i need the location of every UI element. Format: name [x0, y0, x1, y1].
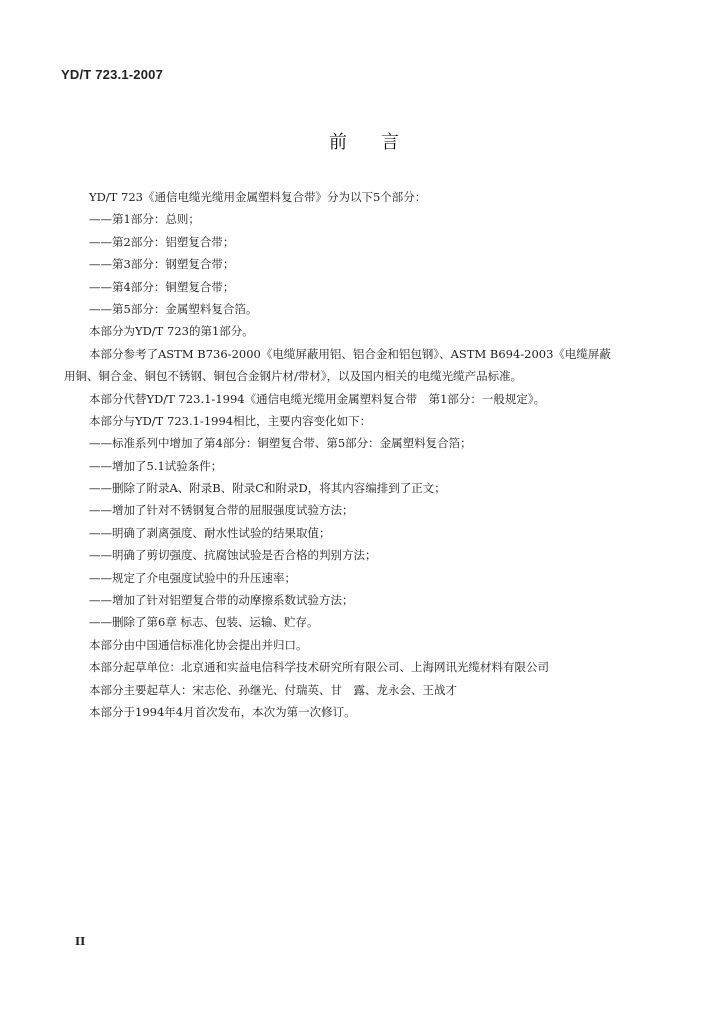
- paragraph-part-statement: 本部分为YD/T 723的第1部分。: [89, 324, 254, 339]
- paragraph-references: 本部分参考了ASTM B736-2000《电缆屏蔽用铝、铝合金和铝包钢》、ASTM B694-2003《电缆屏蔽: [89, 346, 611, 361]
- list-item-change3: ——删除了附录A、附录B、附录C和附录D，将其内容编排到了正文；: [89, 481, 446, 496]
- paragraph-drafters: 本部分主要起草人：宋志伦、孙继光、付瑞英、甘 露、龙永会、王战才: [89, 682, 457, 697]
- page-title: 前言: [329, 132, 433, 153]
- list-item-part3: ——第3部分：钢塑复合带；: [89, 257, 235, 272]
- list-item-change7: ——规定了介电强度试验中的升压速率；: [89, 570, 296, 585]
- list-item-change1: ——标准系列中增加了第4部分：铜塑复合带、第5部分：金属塑料复合箔；: [89, 436, 472, 451]
- page-number: II: [75, 935, 86, 948]
- list-item-change4: ——增加了针对不锈钢复合带的屈服强度试验方法；: [89, 503, 354, 518]
- list-item-change5: ——明确了剥离强度、耐水性试验的结果取值；: [89, 525, 331, 540]
- list-item-part1: ——第1部分：总则；: [89, 212, 200, 227]
- list-item-change8: ——增加了针对铝塑复合带的动摩擦系数试验方法；: [89, 593, 354, 608]
- paragraph-history: 本部分于1994年4月首次发布，本次为第一次修订。: [89, 704, 356, 719]
- paragraph-references-cont: 用铜、铜合金、铜包不锈钢、铜包合金钢片材/带材》，以及国内相关的电缆光缆产品标准。: [64, 369, 523, 384]
- list-item-part2: ——第2部分：铝塑复合带；: [89, 234, 235, 249]
- list-item-change2: ——增加了5.1试验条件；: [89, 458, 223, 473]
- list-item-part5: ——第5部分：金属塑料复合箔。: [89, 301, 258, 316]
- paragraph-intro: YD/T 723《通信电缆光缆用金属塑料复合带》分为以下5个部分：: [89, 190, 427, 204]
- foreword-body: [64, 186, 672, 723]
- paragraph-drafting-units: 本部分起草单位：北京通和实益电信科学技术研究所有限公司、上海网讯光缆材料有限公司: [89, 660, 549, 675]
- list-item-change9: ——删除了第6章 标志、包装、运输、贮存。: [89, 615, 319, 630]
- list-item-part4: ——第4部分：铜塑复合带；: [89, 279, 235, 294]
- paragraph-changes-intro: 本部分与YD/T 723.1-1994相比，主要内容变化如下：: [89, 413, 372, 428]
- paragraph-replaces: 本部分代替YD/T 723.1-1994《通信电缆光缆用金属塑料复合带 第1部分：一般规定》。: [89, 391, 546, 406]
- paragraph-proposer: 本部分由中国通信标准化协会提出并归口。: [89, 637, 308, 652]
- list-item-change6: ——明确了剪切强度、抗腐蚀试验是否合格的判别方法；: [89, 548, 377, 563]
- document-id: YD/T 723.1-2007: [61, 67, 164, 82]
